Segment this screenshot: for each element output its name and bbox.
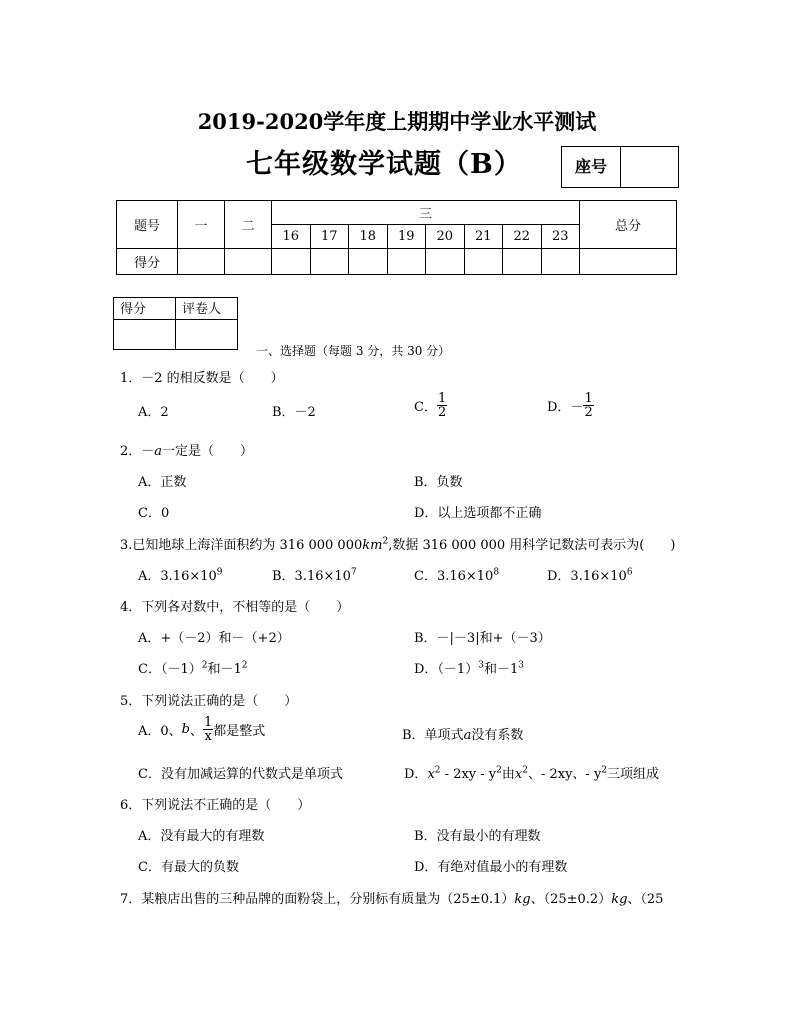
sub-col: 21 [464,225,503,249]
grader-score-cell[interactable] [114,320,176,350]
q2-option-d: D．以上选项都不正确 [414,506,542,521]
sub-col: 22 [503,225,542,249]
question-1: 1．－2 的相反数是（ ） [120,371,284,386]
q3-option-d: D．$3.16\times 10^6$ [547,567,633,584]
question-7: 7．某粮店出售的三种品牌的面粉袋上，分别标有质量为（25±0.1）kg、（25±0.2）kg、（25 [120,892,664,907]
score-cell[interactable] [426,249,465,275]
q2-option-c: C．0 [138,506,170,521]
score-cell[interactable] [464,249,503,275]
q5-option-b: B．单项式a没有系数 [402,728,524,743]
score-table [116,200,677,275]
sub-col: 19 [387,225,426,249]
score-cell[interactable] [178,249,225,275]
q1-option-a: A．2 [138,405,169,420]
question-5: 5．下列说法正确的是（ ） [120,694,298,709]
question-3: 3.已知地球上海洋面积约为 316 000 $000km^2$,数据 316 000 000 用科学记数法可表示为( ) [120,536,676,553]
score-cell[interactable] [503,249,542,275]
question-6: 6．下列说法不正确的是（ ） [120,798,311,813]
q3-option-a: A．$3.16\times 10^9$ [138,567,223,584]
sub-col: 23 [541,225,580,249]
exam-subtitle: 七年级数学试题（B） [246,149,522,180]
section-heading: 一、选择题（每题 3 分，共 30 分） [256,344,451,358]
q6-option-c: C．有最大的负数 [138,860,239,875]
q3-option-b: B．$3.16\times 10^7$ [272,567,357,584]
q1-option-b: B．－2 [272,405,316,420]
grader-pingjuanren: 评卷人 [176,298,238,320]
score-cell[interactable] [541,249,580,275]
col-san: 三 [272,201,580,225]
grader-name-cell[interactable] [176,320,238,350]
q4-option-b: B．－|－3|和+（－3） [414,631,551,646]
q2-option-b: B．负数 [414,475,463,490]
q6-option-a: A．没有最大的有理数 [138,829,265,844]
q1-option-c: C． $\frac{1}{2}$ [414,391,447,420]
seat-number-box [561,146,679,188]
col-tihao: 题号 [117,201,178,249]
q1-option-d: D．－ $\frac{1}{2}$ [547,391,593,420]
question-4: 4．下列各对数中，不相等的是（ ） [120,600,350,615]
q6-option-d: D．有绝对值最小的有理数 [414,860,568,875]
score-cell[interactable] [310,249,349,275]
col-zongfen: 总分 [580,201,677,249]
row-defen: 得分 [117,249,178,275]
score-cell[interactable] [580,249,677,275]
seat-label: 座号 [562,147,621,187]
q3-option-c: C．$3.16\times 10^8$ [414,567,500,584]
q5-option-d: D．$x^2 - 2xy - y^2$由$x^2$、- 2xy、- $y^2$三项组成 [404,765,660,782]
grader-defen: 得分 [114,298,176,320]
sub-col: 16 [272,225,311,249]
exam-title: 2019-2020学年度上期期中学业水平测试 [197,109,597,134]
q6-option-b: B．没有最小的有理数 [414,829,541,844]
q4-option-d: D．$(-1)^3$和$-1^3$ [414,660,524,677]
col-yi: 一 [178,201,225,249]
question-2: 2．－a一定是（ ） [120,444,254,459]
score-cell[interactable] [387,249,426,275]
col-er: 二 [225,201,272,249]
grader-table [113,297,238,350]
q4-option-c: C．$(-1)^2$和$-1^2$ [138,660,248,677]
sub-col: 20 [426,225,465,249]
q5-option-c: C．没有加减运算的代数式是单项式 [138,767,343,782]
q4-option-a: A．+（－2）和－（+2） [138,631,290,646]
score-cell[interactable] [225,249,272,275]
score-cell[interactable] [349,249,388,275]
q2-option-a: A．正数 [138,475,187,490]
sub-col: 17 [310,225,349,249]
q5-option-a: A．0、b、 $\frac{1}{x}$ 都是整式 [138,715,266,744]
score-cell[interactable] [272,249,311,275]
sub-col: 18 [349,225,388,249]
